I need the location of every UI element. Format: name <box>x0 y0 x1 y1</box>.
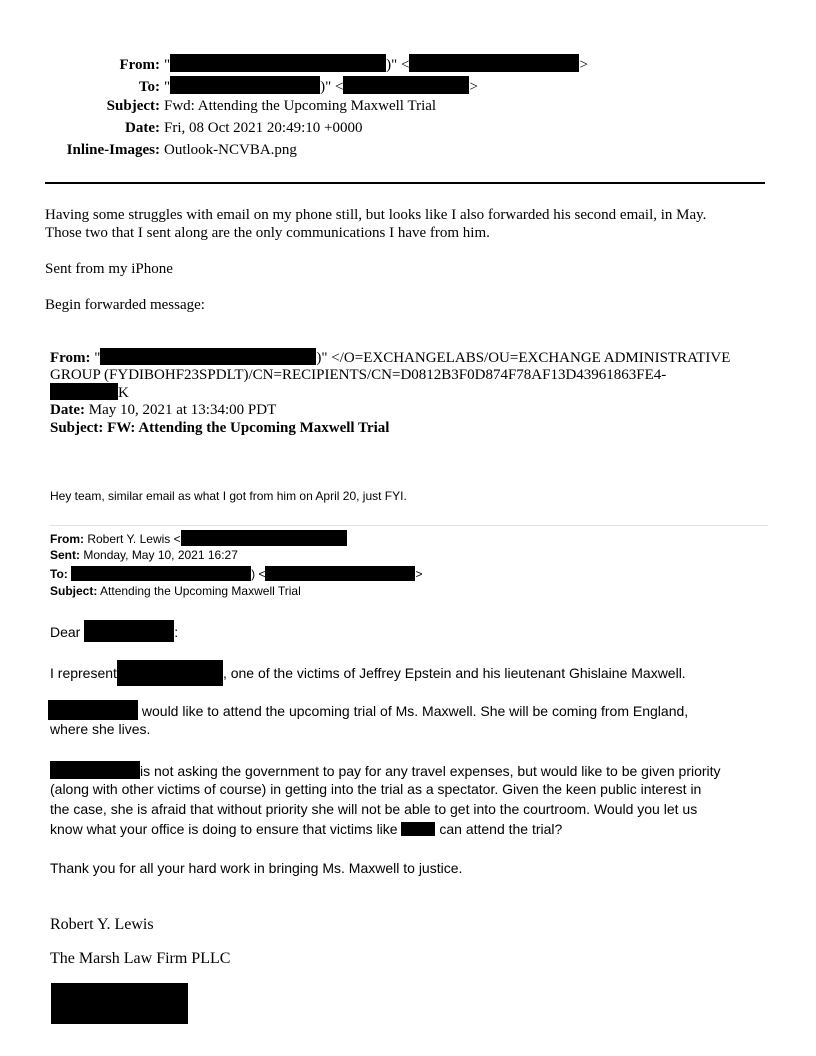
redaction-block <box>409 54 579 72</box>
fwd-from-line2: GROUP (FYDIBOHF23SPDLT)/CN=RECIPIENTS/CN=D0812B3F0D874F78AF13D43961863FE4- <box>50 367 667 383</box>
letter-para1: I represent , one of the victims of Jeffrey Epstein and his lieutenant Ghislaine Maxwell. <box>50 660 686 686</box>
letter-para2-line2: where she lives. <box>50 721 151 737</box>
letter-para3-line2: (along with other victims of course) in getting into the trial as a spectator. Given the keen public interest in <box>50 781 702 797</box>
redaction-block <box>181 530 347 546</box>
redaction-block <box>48 700 138 720</box>
redaction-block <box>170 54 386 72</box>
fwd-from-line3: K <box>50 383 129 402</box>
header-date-label: Date: <box>125 120 160 136</box>
header-inline-images-label: Inline-Images: <box>66 142 160 158</box>
fwd-from-line1: From: " )" </O=EXCHANGELABS/OU=EXCHANGE ADMINISTRATIVE <box>50 350 731 366</box>
redaction-block <box>50 761 140 779</box>
header-date-row <box>46 120 786 142</box>
forward-note: Hey team, similar email as what I got from him on April 20, just FYI. <box>50 489 407 503</box>
redaction-block <box>401 822 435 836</box>
inner-divider <box>50 525 768 526</box>
inner-sent-line: Sent: Monday, May 10, 2021 16:27 <box>50 548 238 562</box>
header-date-value: Fri, 08 Oct 2021 20:49:10 +0000 <box>164 120 363 136</box>
fwd-date-line: Date: May 10, 2021 at 13:34:00 PDT <box>50 402 277 418</box>
redaction-block <box>100 348 316 365</box>
redaction-block <box>84 620 174 642</box>
header-divider <box>45 182 765 184</box>
letter-thanks: Thank you for all your hard work in bringing Ms. Maxwell to justice. <box>50 860 463 876</box>
header-to-label: To: <box>138 79 160 95</box>
redaction-block <box>117 660 223 686</box>
header-to-row <box>46 76 786 98</box>
header-inline-images-row <box>46 142 786 164</box>
signature-redaction-block <box>51 983 188 1024</box>
letter-salutation: Dear : <box>50 620 178 642</box>
letter-para3-line4: know what your office is doing to ensure that victims like can attend the trial? <box>50 821 563 837</box>
inner-to-line: To: ) < > <box>50 567 423 581</box>
email-header <box>46 54 786 164</box>
header-inline-images-value: Outlook-NCVBA.png <box>164 142 297 158</box>
header-subject-value: Fwd: Attending the Upcoming Maxwell Trial <box>164 98 437 114</box>
body-para1-line1: Having some struggles with email on my phone still, but looks like I also forwarded his second email, in May. <box>45 207 707 223</box>
header-from-label: From: <box>119 57 160 73</box>
header-from-row <box>46 54 786 76</box>
redaction-block <box>265 566 415 581</box>
header-from-value: " )" < > <box>164 54 588 74</box>
body-para1-line2: Those two that I sent along are the only communications I have from him. <box>45 225 490 241</box>
signature-firm: The Marsh Law Firm PLLC <box>50 950 231 967</box>
redaction-block <box>50 383 118 400</box>
inner-from-line: From: Robert Y. Lewis < <box>50 530 347 547</box>
letter-para2-line1: would like to attend the upcoming trial of Ms. Maxwell. She will be coming from England, <box>48 700 688 721</box>
fwd-subject-line: Subject: FW: Attending the Upcoming Maxwell Trial <box>50 420 390 436</box>
inner-subject-line: Subject: Attending the Upcoming Maxwell Trial <box>50 584 301 598</box>
letter-para3-line1: is not asking the government to pay for any travel expenses, but would like to be given priority <box>50 761 721 781</box>
redaction-block <box>170 76 320 94</box>
redaction-block <box>343 76 469 94</box>
signature-name: Robert Y. Lewis <box>50 916 154 933</box>
redaction-block <box>71 566 251 581</box>
header-subject-label: Subject: <box>106 98 160 114</box>
letter-para3-line3: the case, she is afraid that without priority she will not be able to get into the courtroom. Would you let us <box>50 801 698 817</box>
header-subject-row <box>46 98 786 120</box>
sent-from-line: Sent from my iPhone <box>45 261 173 277</box>
header-to-value: " )" < > <box>164 76 478 96</box>
begin-forwarded-line: Begin forwarded message: <box>45 297 205 313</box>
